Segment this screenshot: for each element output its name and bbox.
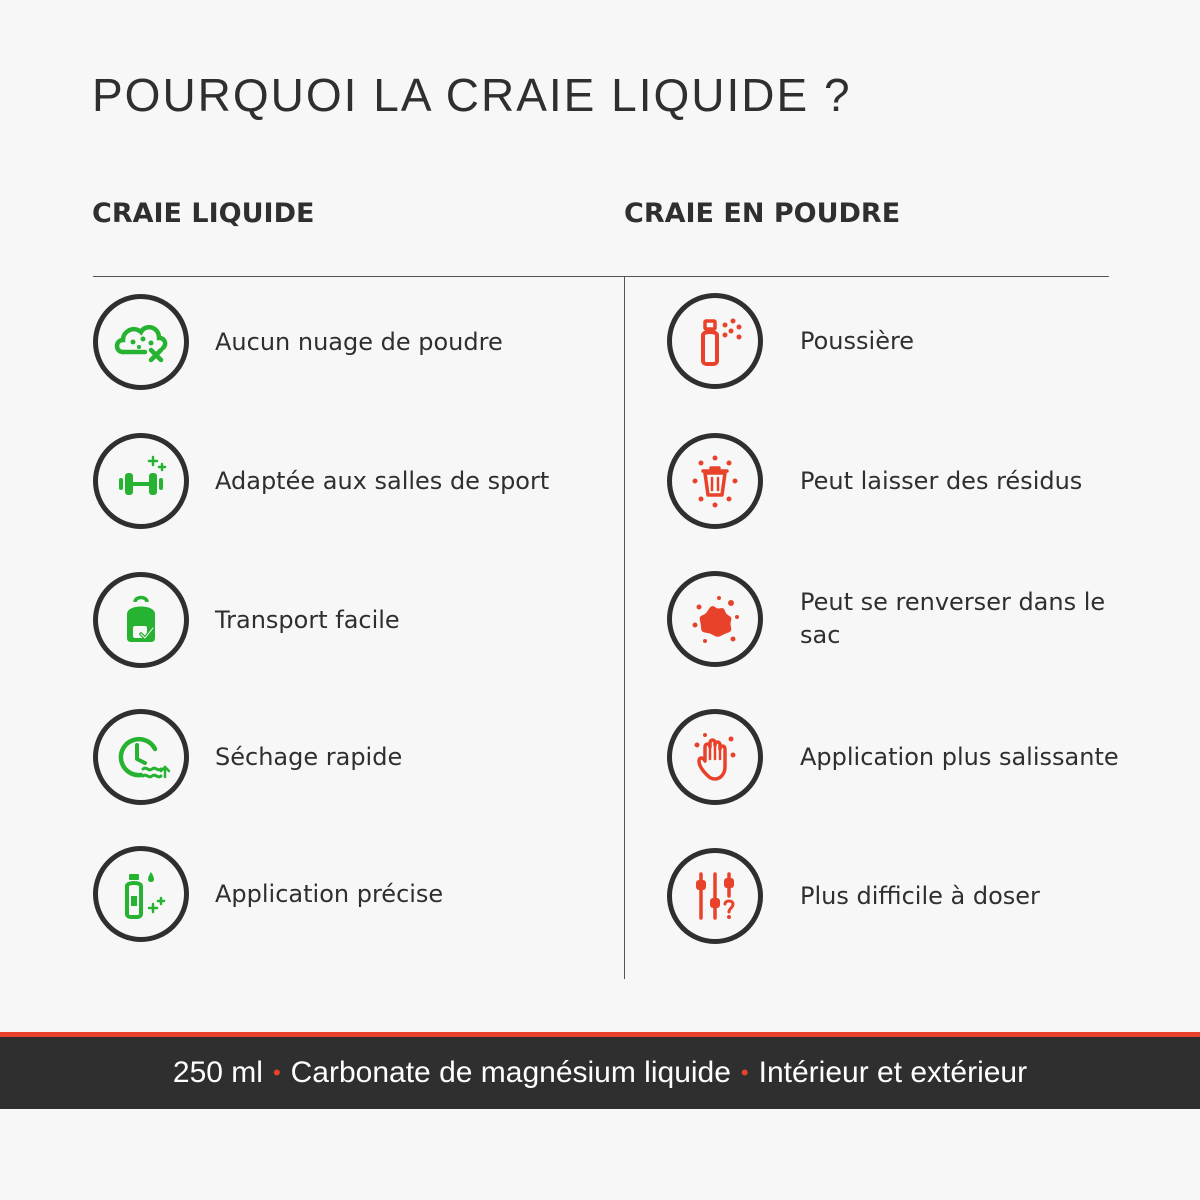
list-item (93, 572, 400, 668)
list-item (667, 848, 1130, 944)
list-item (93, 294, 503, 390)
list-item-label: Peut se renverser dans le sac (800, 588, 1106, 649)
footer-composition: Carbonate de magnésium liquide (290, 1056, 731, 1089)
clock-drying-icon (93, 709, 189, 805)
trash-residue-icon (667, 433, 763, 529)
list-item (93, 846, 443, 942)
dust-cloud-cross-icon (93, 294, 189, 390)
splash-stain-icon (667, 571, 763, 667)
dumbbell-sparkle-icon (93, 433, 189, 529)
bottle-drop-sparkle-icon (93, 846, 189, 942)
footer-separator: • (272, 1060, 281, 1085)
list-item-label: Séchage rapide (215, 742, 403, 771)
list-item (667, 709, 1130, 805)
list-item-label: Adaptée aux salles de sport (215, 466, 550, 495)
list-item-label: Peut laisser des résidus (800, 466, 1083, 495)
list-item (93, 709, 402, 805)
sliders-question-icon (667, 848, 763, 944)
footer-usage: Intérieur et extérieur (758, 1056, 1028, 1089)
column-heading-powder: CRAIE EN POUDRE (624, 198, 901, 229)
list-item-label: Plus difficile à doser (800, 881, 1040, 910)
list-item-label: Aucun nuage de poudre (215, 327, 503, 356)
dirty-hand-icon (667, 709, 763, 805)
list-item-label: Poussière (800, 326, 915, 355)
list-item (667, 571, 1130, 667)
list-item (667, 293, 1130, 389)
list-item (667, 433, 1130, 529)
list-item-label: Application plus salissante (800, 742, 1119, 771)
footer-separator: • (740, 1060, 749, 1085)
column-heading-liquid: CRAIE LIQUIDE (92, 198, 315, 229)
list-item-label: Application précise (215, 879, 444, 908)
page-title: POURQUOI LA CRAIE LIQUIDE ? (92, 69, 852, 121)
backpack-check-icon (93, 572, 189, 668)
footer-banner (0, 1032, 1200, 1109)
footer-volume: 250 ml (172, 1056, 263, 1089)
list-item-label: Transport facile (215, 605, 400, 634)
column-divider (624, 277, 625, 979)
spray-bottle-icon (667, 293, 763, 389)
header-divider (93, 276, 1109, 277)
list-item (93, 433, 549, 529)
